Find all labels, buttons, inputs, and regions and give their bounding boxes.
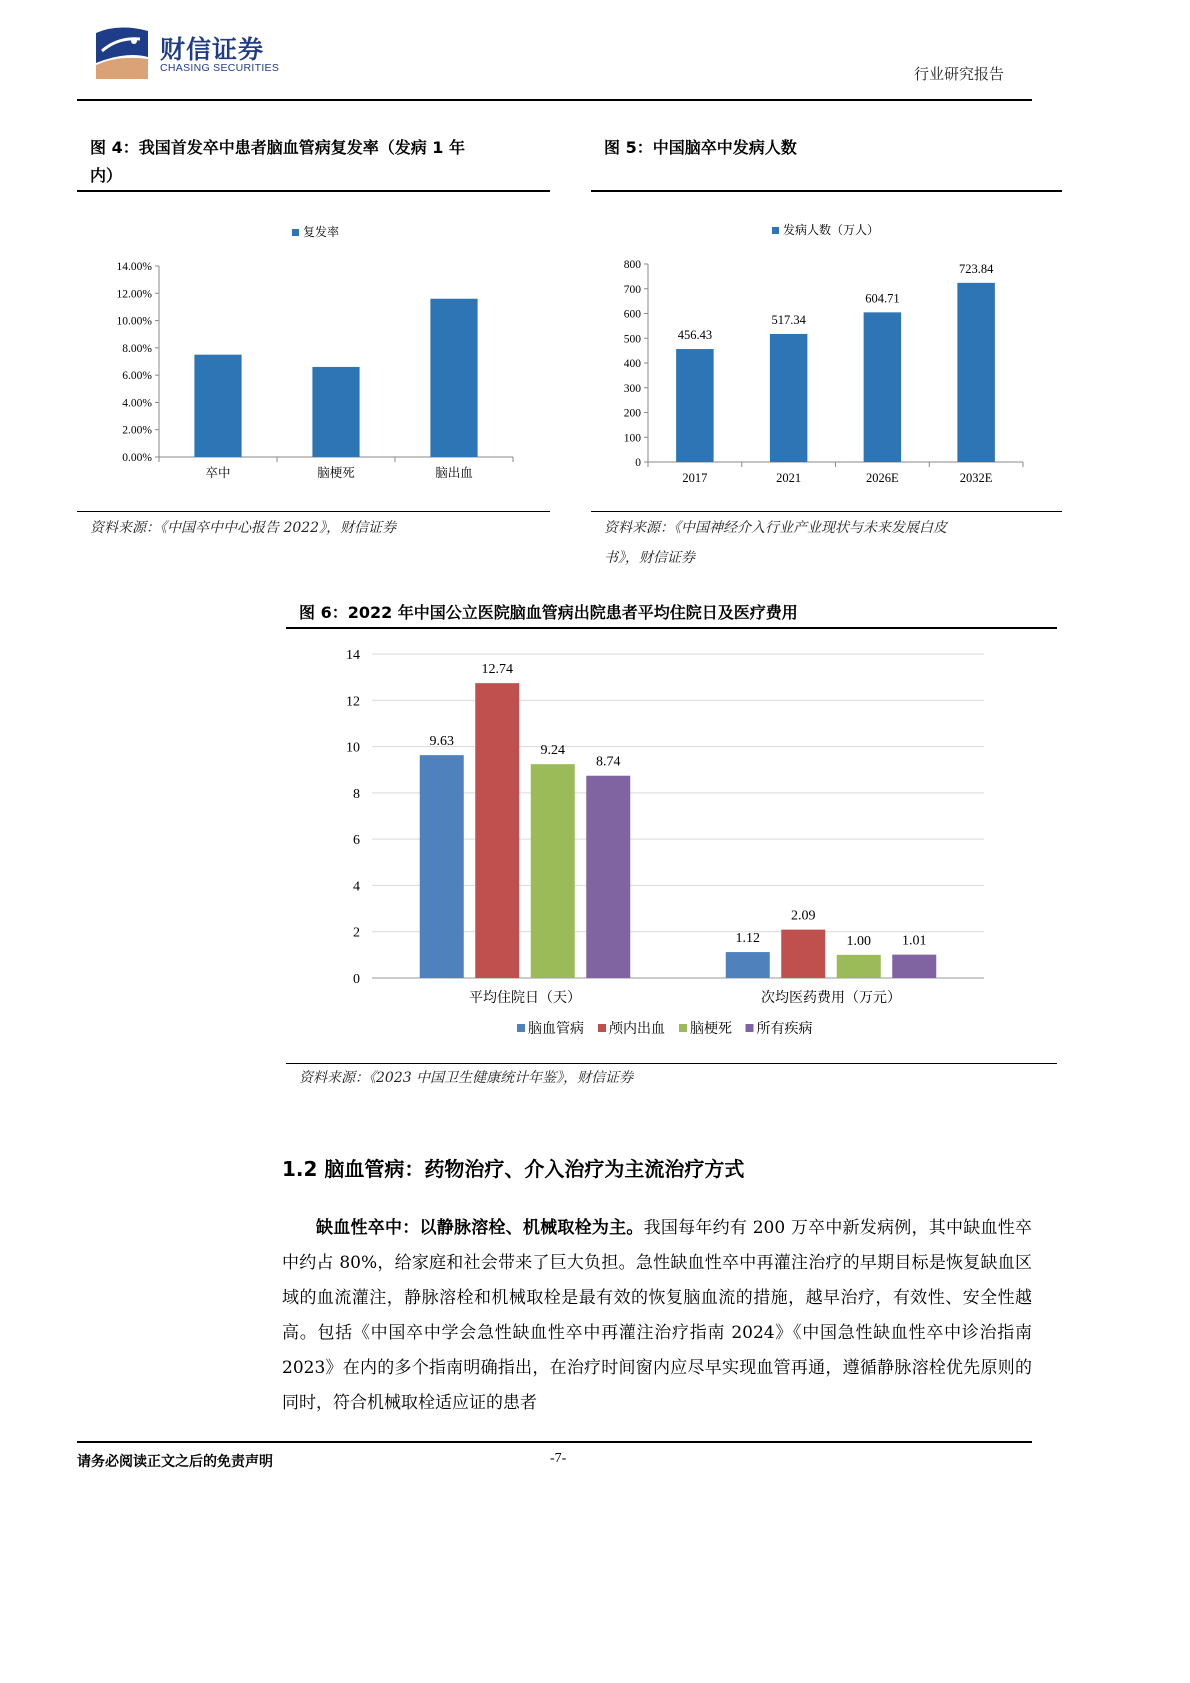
x-category-label: 平均住院日（天）	[469, 990, 581, 1006]
data-label: 456.43	[677, 328, 713, 343]
x-category-label: 2021	[776, 471, 802, 485]
data-label: 9.24	[540, 743, 565, 759]
data-label: 723.84	[958, 261, 994, 276]
bar-颅内出血	[781, 930, 825, 978]
y-tick-label: 4	[353, 879, 360, 895]
bar-脑梗死	[531, 764, 575, 978]
bar-2021	[770, 334, 808, 462]
data-label: 604.71	[865, 291, 900, 306]
y-tick-label: 10.00%	[116, 315, 152, 328]
figure-6-title: 图 6：2022 年中国公立医院脑血管病出院患者平均住院日及医疗费用	[299, 603, 798, 622]
y-tick-label: 10	[346, 740, 360, 756]
figure-5-source: 资料来源：《中国神经介入行业产业现状与未来发展白皮 书》，财信证券	[604, 520, 947, 566]
legend-label: 脑梗死	[690, 1021, 732, 1037]
y-tick-label: 14	[346, 648, 360, 663]
page-number: -7-	[550, 1451, 567, 1466]
legend-label: 发病人数（万人）	[783, 223, 880, 237]
y-tick-label: 0.00%	[122, 452, 152, 464]
bar-卒中	[194, 355, 241, 457]
legend-label: 复发率	[303, 225, 340, 239]
disclaimer-notice: 请务必阅读正文之后的免责声明	[77, 1454, 273, 1470]
bar-脑出血	[430, 299, 477, 457]
y-tick-label: 8	[353, 786, 360, 802]
y-tick-label: 600	[623, 308, 641, 321]
bar-所有疾病	[892, 955, 936, 978]
x-category-label: 脑梗死	[317, 465, 355, 480]
y-tick-label: 200	[623, 407, 641, 420]
logo-name-en: CHASING SECURITIES	[160, 62, 280, 74]
y-tick-label: 500	[623, 333, 641, 346]
y-tick-label: 6	[353, 833, 360, 849]
y-tick-label: 2	[353, 925, 360, 941]
y-tick-label: 14.00%	[116, 261, 152, 273]
figure-5-title: 图 5：中国脑卒中发病人数	[604, 138, 797, 157]
section-body	[282, 1211, 1032, 1421]
y-tick-label: 6.00%	[122, 370, 152, 383]
recurrence-rate-chart	[77, 205, 550, 505]
y-tick-label: 4.00%	[122, 397, 152, 410]
data-label: 1.12	[735, 931, 760, 947]
y-tick-label: 400	[623, 358, 641, 370]
legend-swatch	[772, 227, 779, 234]
figure-4-source: 资料来源：《中国卒中中心报告 2022》，财信证券	[90, 520, 397, 536]
y-tick-label: 800	[623, 259, 641, 271]
data-label: 1.00	[846, 933, 871, 949]
legend-label: 颅内出血	[609, 1021, 665, 1037]
logo-name-cn: 财信证券	[160, 35, 265, 64]
report-type: 行业研究报告	[914, 65, 1005, 83]
y-tick-label: 0	[353, 972, 360, 987]
header-rule	[77, 99, 1032, 101]
data-label: 517.34	[771, 312, 806, 327]
figure-6-source: 资料来源：《2023 中国卫生健康统计年鉴》，财信证券	[299, 1070, 634, 1086]
section-text: 我国每年约有 200 万卒中新发病例，其中缺血性卒中约占 80%，给家庭和社会带来了巨大负担。急性缺血性卒中再灌注治疗的早期目标是恢复缺血区域的血流灌注，静脉溶栓和机械取栓是最有效的恢复脑血流的措施，越早治疗，有效性、安全性越高。包括《中国卒中学会急性缺血性卒中再灌注治疗指南 2024》《中国急性缺血性卒中诊治指南 2023》在内的多个指南明确指出，在治疗时间窗内应尽早实现血管再通，遵循静脉溶栓优先原则的同时，符合机械取栓适应证的患者	[282, 1218, 1032, 1413]
legend-swatch	[679, 1024, 687, 1032]
y-tick-label: 100	[623, 432, 641, 445]
legend-swatch	[292, 229, 299, 236]
bar-所有疾病	[586, 776, 630, 978]
y-tick-label: 12.00%	[116, 288, 152, 301]
bar-脑血管病	[420, 755, 464, 978]
bar-2026E	[864, 312, 902, 462]
bar-脑梗死	[837, 955, 881, 978]
stroke-incidence-chart	[591, 205, 1062, 505]
legend-swatch	[598, 1024, 606, 1032]
section-lead: 缺血性卒中：以静脉溶栓、机械取栓为主。	[316, 1218, 644, 1238]
bar-颅内出血	[475, 683, 519, 978]
section-title: 1.2 脑血管病：药物治疗、介入治疗为主流治疗方式	[282, 1157, 745, 1181]
legend-swatch	[517, 1024, 525, 1032]
y-tick-label: 2.00%	[122, 424, 152, 437]
y-tick-label: 0	[635, 457, 641, 469]
x-category-label: 2032E	[959, 471, 993, 485]
figure-4-title: 图 4：我国首发卒中患者脑血管病复发率（发病 1 年 内）	[90, 138, 465, 185]
company-logo-icon	[96, 27, 154, 79]
bar-2017	[676, 349, 714, 462]
bar-2032E	[957, 283, 995, 462]
y-tick-label: 12	[346, 694, 360, 710]
x-category-label: 2026E	[866, 471, 899, 485]
x-category-label: 2017	[682, 471, 708, 485]
bar-脑血管病	[726, 952, 770, 978]
bar-脑梗死	[312, 367, 359, 457]
data-label: 12.74	[481, 662, 513, 678]
y-tick-label: 8.00%	[122, 342, 152, 355]
y-tick-label: 300	[623, 382, 641, 395]
data-label: 2.09	[791, 908, 816, 924]
footer-rule	[77, 1441, 1032, 1443]
hospital-stay-cost-chart	[286, 635, 1057, 1060]
legend-label: 脑血管病	[528, 1021, 584, 1037]
legend-label: 所有疾病	[756, 1021, 813, 1037]
y-tick-label: 700	[623, 283, 641, 296]
x-category-label: 卒中	[205, 465, 231, 480]
x-category-label: 次均医药费用（万元）	[761, 990, 901, 1006]
x-category-label: 脑出血	[435, 465, 473, 480]
data-label: 9.63	[429, 734, 454, 750]
data-label: 8.74	[596, 754, 621, 770]
data-label: 1.01	[902, 933, 927, 949]
legend-swatch	[746, 1024, 754, 1032]
